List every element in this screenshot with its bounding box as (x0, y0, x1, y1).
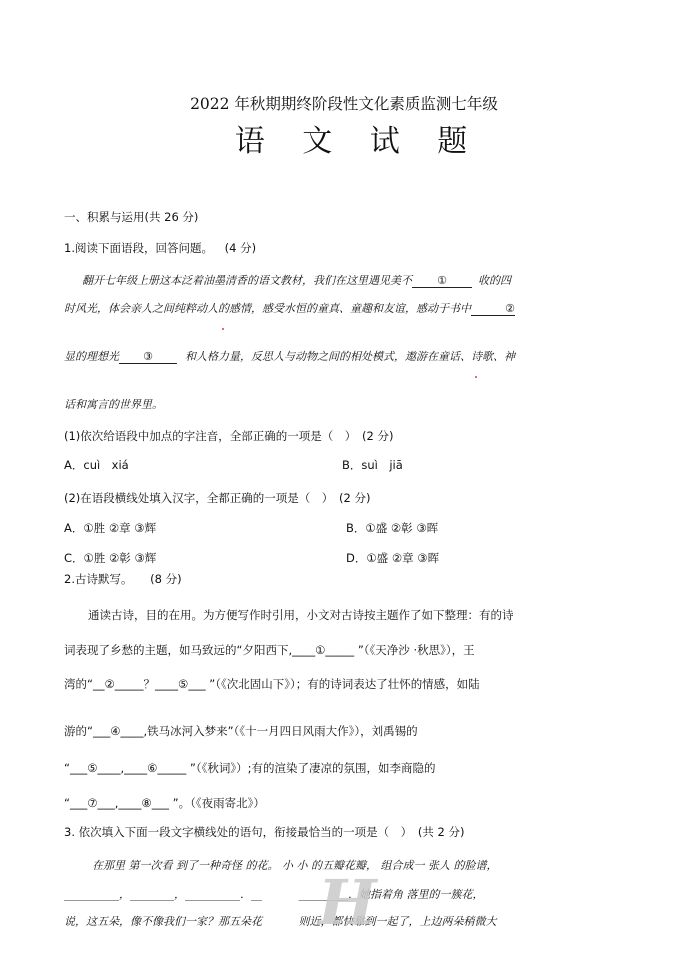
q3-text-line-2: __________，________，__________．__ _________．她指着角 落里的一簇花， (64, 888, 484, 901)
emphasis-dot (475, 376, 477, 378)
question-2-prompt: 2.古诗默写。 (8 分) (64, 572, 182, 586)
q1-paragraph-line-4: 话和寓言的世界里。 (64, 398, 163, 411)
q1-sub-question-1: (1)依次给语段中加点的字注音，全部正确的一项是（ ） (2 分) (64, 429, 394, 443)
q2-text-line-1: 通读古诗，目的在用。为方便写作时引用，小文对古诗按主题作了如下整理：有的诗 (88, 608, 514, 622)
exam-header: 2022 年秋期期终阶段性文化素质监测七年级 (190, 95, 498, 113)
q1-paragraph-line-3: 显的理想光 ③ 和人格力量，反思人与动物之间的相处模式，遨游在童话、诗歌、神 (64, 350, 515, 363)
q1-sub1-option-a: A．cuì xiá (64, 458, 129, 472)
section-heading: 一、积累与运用(共 26 分) (64, 210, 199, 224)
watermark-logo: H (318, 866, 377, 939)
q3-text-line-3: 说，这五朵，像不像我们一家？那五朵花 则近，都快靠到一起了，上边两朵稍微大 (64, 915, 497, 928)
q1-sub2-option-a: A．①胜 ②章 ③辉 (64, 521, 157, 535)
page-title: 语 文 试 题 (234, 124, 482, 159)
q1-paragraph-line-2: 时风光，体会亲人之间纯粹动人的感情，感受水恒的童真、童趣和友谊，感动于书中 ② (64, 302, 515, 315)
q1-sub2-option-c: C．①胜 ②彰 ③辉 (64, 551, 157, 565)
q1-paragraph-line-1: 翻开七年级上册这本泛着油墨清香的语文教材，我们在这里遇见美不 ① 收的四 (82, 274, 511, 287)
emphasis-dot (222, 328, 224, 330)
q2-text-line-6: “___⑦___,____⑧___ ”。（《夜雨寄北》） (64, 796, 265, 810)
q1-sub-question-2: (2)在语段横线处填入汉字，全都正确的一项是（ ） (2 分) (64, 491, 371, 505)
blank-3: ③ (119, 350, 177, 364)
q2-text-line-2: 词表现了乡愁的主题，如马致远的“夕阳西下,____①_____ ”（《天净沙 ·秋思》），王 (64, 643, 475, 657)
question-3-prompt: 3. 依次填入下面一段文字横线处的语句，衔接最恰当的一项是（ ） (共 2 分) (64, 825, 465, 839)
q2-text-line-5: “___⑤____,____⑥_____ ”（《秋词》）;有的渲染了凄凉的氛围，如李商隐的 (64, 761, 436, 775)
blank-2: ② (471, 302, 515, 316)
q1-sub2-option-d: D．①盛 ②章 ③晖 (346, 551, 440, 565)
q1-sub2-option-b: B．①盛 ②彰 ③晖 (346, 521, 439, 535)
q3-text-line-1: 在那里 第一次看 到了一种奇怪 的花。 小 小 的五瓣花瓣， 组合成一 张人 的脸谱， (92, 859, 498, 872)
question-1-prompt: 1.阅读下面语段，回答问题。 (4 分) (64, 241, 257, 255)
q2-text-line-3: 湾的“__②_____？____⑤___ ”（《次北固山下》）；有的诗词表达了壮怀的情感，如陆 (64, 677, 480, 691)
q1-sub1-option-b: B．suì jiā (342, 458, 403, 472)
blank-1: ① (412, 274, 472, 288)
q2-text-line-4: 游的“___④____,铁马冰河入梦来”（《十一月四日风雨大作》），刘禹锡的 (64, 724, 418, 738)
